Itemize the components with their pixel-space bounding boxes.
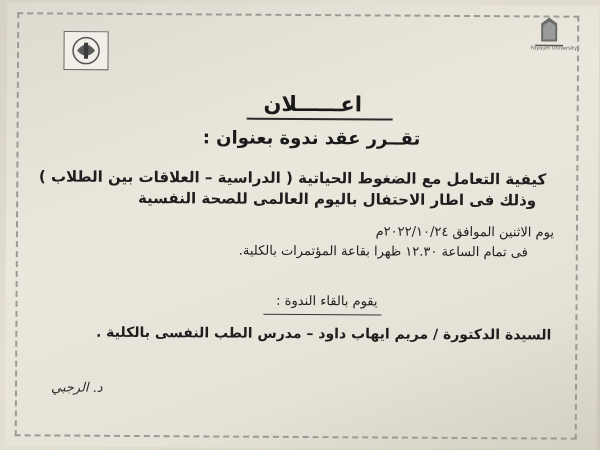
speaker-label: يقوم بالقاء الندوة :	[276, 293, 378, 310]
seminar-topic-line-1: كيفية التعامل مع الضغوط الحياتية ( الدراسية – العلاقات بين الطلاب )	[38, 167, 547, 189]
faculty-logo-icon	[63, 31, 109, 71]
announcement-paper	[5, 2, 600, 450]
university-logo-icon	[521, 15, 577, 65]
announcement-subtitle: تقــرر عقد ندوة بعنوان :	[202, 127, 421, 150]
speaker-name: السيدة الدكتورة / مريم ايهاب داود – مدرس الطب النفسى بالكلية .	[95, 324, 552, 344]
seminar-date: يوم الاثنين الموافق ٢٠٢٢/١٠/٢٤م	[375, 224, 555, 241]
university-caption: Fayoum University	[530, 45, 578, 52]
seminar-time-location: فى تمام الساعة ١٢.٣٠ ظهرا بقاعة المؤتمرات بالكلية.	[238, 243, 528, 261]
signature: د. الرجبي	[50, 380, 103, 396]
seminar-topic-line-2: وذلك فى اطار الاحتفال باليوم العالمى للصحة النفسية	[137, 188, 537, 210]
announcement-title: اعــــــلان	[263, 91, 363, 117]
